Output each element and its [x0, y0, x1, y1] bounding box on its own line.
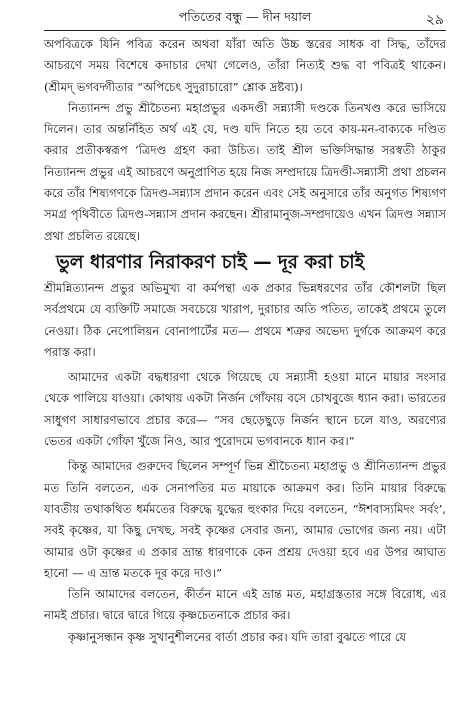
paragraph-3: শ্রীমন্নিত্যানন্দ প্রভুর অভিমুখ্য বা কর্মপন্থা এক প্রকার ভিন্নধরণের তাঁর কৌশলটা ছিল সর্বপ্রথমে যে ব্যক্তিটি সমাজে সবচেয়ে খারাপ, দুরাচার অতি পতিত, তাকেই প্রথমে তুলে নেওয়া। ঠিক নেপোলিয়ন বোনাপার্টের মত— প্রথমে শত্রুর অভেদ্য দুর্গকে আক্রমণ করে পরাস্ত করা। [44, 280, 446, 359]
paragraph-7: কৃষ্ণানুসন্ধান কৃষ্ণ সুখানুশীলনের বার্তা প্রচার কর। যদি তারা বুঝতে পারে যে [68, 629, 407, 644]
running-title: পতিতের বন্ধু — দীন দয়াল [178, 9, 312, 24]
paragraph-1: অপবিত্রকে যিনি পবিত্র করেন অথবা যাঁরা অতি উচ্চ স্তরের সাধক বা সিদ্ধ, তাঁদের আচরণে সময় বিশেষে কদাচার দেখা গেলেও, তাঁরা নিত্যই শুদ্ধ বা পবিত্রই থাকেন। (শ্রীমদ্ ভগবদ্গীতার “অপিচেৎ সুদুরাচারো” শ্লোক দ্রষ্টব্য)। [44, 37, 446, 94]
section-heading: ভুল ধারণার নিরাকরণ চাই — দূর করা চাই [56, 251, 365, 273]
page-number: ২৯ [425, 12, 444, 28]
paragraph-5: কিন্তু আমাদের গুরুদেব ছিলেন সম্পূর্ণ ভিন্ন শ্রীচৈতন্য মহাপ্রভু ও শ্রীনিত্যানন্দ প্রভুর মত তিনি বলতেন, এক সেনাপতির মত মায়াকে আক্রমণ কর। তিনি মায়ার বিরুদ্ধে যাবতীয় তথাকথিত ধর্মমতের বিরুদ্ধে যুদ্ধের হুংকার দিয়ে বলতেন, “ঈশবাস্যমিদং সর্বং’, সবই কৃষ্ণের, যা কিছু দেখছ, সবই কৃষ্ণের সেবার জন্য, আমার ভোগের জন্য নয়। এটা আমার ওটা কৃষ্ণের এ প্রকার ভ্রান্ত ধারণাকে কেন প্রশ্রয় দেওয়া হবে এর উপর আঘাত হানো — এ ভ্রান্ত মতকে দূর করে দাও।” [44, 459, 446, 580]
paragraph-6: তিনি আমাদের বলতেন, কীর্তন মানে এই ভ্রান্ত মত, মহাগ্রস্ততার সঙ্গে বিরোধ, এর নামই প্রচার। দ্বারে দ্বারে গিয়ে কৃষ্ণচেতনাকে প্রচার কর। [44, 587, 446, 623]
paragraph-4: আমাদের একটা বদ্ধধারণা থেকে গিয়েছে যে সন্ন্যাসী হওয়া মানে মায়ার সংসার থেকে পালিয়ে যাওয়া। কোথায় একটা নির্জন গোঁফায় বসে চোখবুজে ধ্যান করা। ভারতের সাধুগণ সাধারণভাবে প্রচার করে— “সব ছেড়েছুড়ে নির্জন স্থানে চলে যাও, অরণ্যের ভেতর একটা গোঁফা খুঁজে নিও, আর পুরোদমে ভগবানকে ধ্যান কর।” [44, 370, 446, 449]
paragraph-2: নিত্যানন্দ প্রভু শ্রীচৈতন্য মহাপ্রভুর একদণ্ডী সন্ন্যাসী দণ্ডকে তিনখণ্ড করে ভাসিয়ে দিলেন। তার অন্তর্নিহিত অর্থ এই যে, দণ্ড যদি নিতে হয় তবে কায়-মন-বাক্যকে দণ্ডিত করার প্রতীকস্বরূপ ‘ত্রিদণ্ড গ্রহণ করা উচিত। তাই শ্রীল ভক্তিসিদ্ধান্ত সরস্বতী ঠাকুর নিত্যানন্দ প্রভুর এই আচরণে অনুপ্রাণিত হয়ে নিজ সম্প্রদায়ে ত্রিদণ্ডী-সন্ন্যাসী প্রথা প্রচলন করে তাঁর শিষ্যগণকে ত্রিদণ্ড-সন্ন্যাস প্রদান করেন এবং সেই অনুসারে তাঁর অনুগত শিষ্যগণ সমগ্র পৃথিবীতে ত্রিদণ্ড-সন্ন্যাস প্রদান করছেন। শ্রীরামানুজ-সম্প্রদায়েও এখন ত্রিদণ্ড সন্ন্যাস প্রথা প্রচলিত রয়েছে। [44, 100, 446, 243]
running-header [44, 4, 446, 31]
page-body [44, 34, 446, 648]
